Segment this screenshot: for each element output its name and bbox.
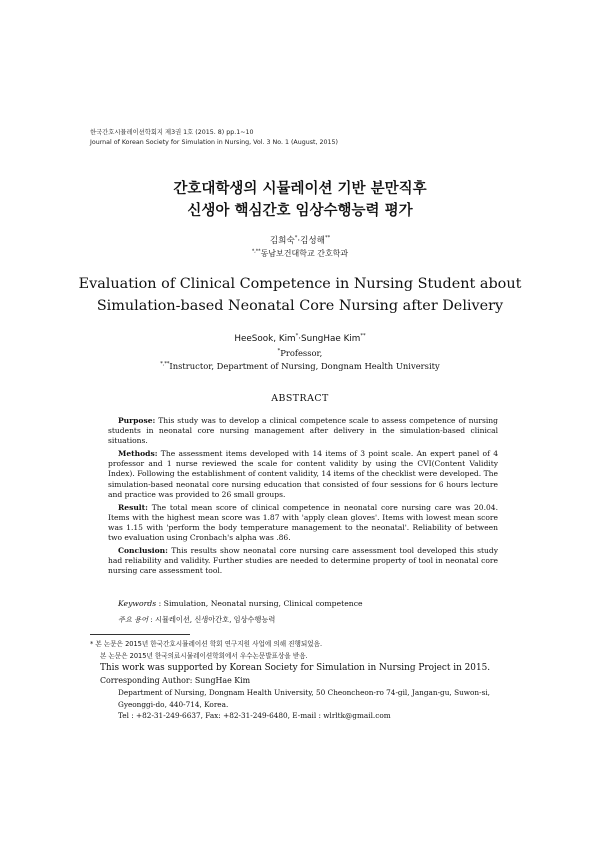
journal-line-english: Journal of Korean Society for Simulation in Nursing, Vol. 3 No. 1 (August, 2015) <box>90 138 338 146</box>
english-author-2-mark: ** <box>360 333 366 340</box>
korean-title-line1: 간호대학생의 시뮬레이션 기반 분만직후 <box>173 181 427 197</box>
english-author-1: HeeSook, Kim <box>234 334 296 344</box>
address-line-2: Gyeonggi-do, 440-714, Korea. <box>118 700 229 709</box>
abstract-body <box>108 416 498 579</box>
korean-affiliation-mark: *,** <box>251 249 261 255</box>
conclusion-text: This results show neonatal core nursing care assessment tool developed this study had reliability and validity. Further studies are needed to determine property of tool in neonatal core nursing care assessment tool. <box>108 546 498 576</box>
english-title <box>0 273 600 317</box>
abstract-heading: ABSTRACT <box>271 393 329 404</box>
abstract-conclusion <box>108 546 498 576</box>
korean-author-2: ·김성해 <box>297 236 325 246</box>
korean-title-line2: 신생아 핵심간호 임상수행능력 평가 <box>187 203 413 219</box>
footnote-divider <box>90 634 190 635</box>
journal-header <box>90 128 338 147</box>
korean-title <box>0 178 600 222</box>
korean-affiliation-text: 동남보건대학교 간호학과 <box>260 249 349 258</box>
contact-line: Tel : +82-31-249-6637, Fax: +82-31-249-6480, E-mail : wlrltk@gmail.com <box>118 711 391 720</box>
english-authors <box>0 333 600 346</box>
methods-text: The assessment items developed with 14 items of 3 point scale. An expert panel of 4 professor and 1 nurse reviewed the scale for content validity by using the CVI(Content Validity Index). Following the establishment of content validity, 14 items of the checklist were developed. The simulation-based neonatal core nursing education that consisted of four sessions for 6 hours lecture and practice was provided to 26 small groups. <box>108 449 498 499</box>
journal-line-korean: 한국간호시뮬레이션학회지 제3권 1호 (2015. 8) pp.1~10 <box>90 129 254 136</box>
english-affiliation-1 <box>0 347 600 359</box>
abstract-result <box>108 503 498 543</box>
abstract-methods <box>108 449 498 499</box>
purpose-text: This study was to develop a clinical competence scale to assess competence of nursing students in neonatal core nursing management after delivery in the simulation-based clinical situations. <box>108 416 498 446</box>
keywords-label: Keywords <box>118 599 157 608</box>
english-affiliation-1-mark: * <box>277 348 281 355</box>
result-text: The total mean score of clinical competence in neonatal core nursing care was 20.04. Items with the highest mean score was 1.87 with 'apply clean gloves'. Items with lowest mean score was 1.15 with 'perform the body temperature management to the neonatal'. Reliability of between two evaluation using Cronbach's alpha was .86. <box>108 502 498 543</box>
korean-author-1: 김희숙 <box>269 236 295 246</box>
address-line-1: Department of Nursing, Dongnam Health University, 50 Cheoncheon-ro 74-gil, Jangan-gu, Suwon-si, <box>118 688 490 697</box>
keywords-korean-sep: : <box>148 615 156 624</box>
english-title-line2: Simulation-based Neonatal Core Nursing after Delivery <box>96 298 504 314</box>
result-label: Result: <box>118 502 148 512</box>
purpose-label: Purpose: <box>118 416 156 425</box>
english-affiliation-1-text: Professor, <box>280 348 323 358</box>
keywords-sep: : <box>156 599 164 608</box>
methods-label: Methods: <box>118 449 158 459</box>
conclusion-label: Conclusion: <box>118 546 168 556</box>
footnote-1: * 본 논문은 2015년 한국간호시뮬레이션 학회 연구지원 사업에 의해 진행되었음. <box>90 640 323 648</box>
english-author-2: ·SungHae Kim <box>298 334 361 344</box>
keywords-korean-text: 시뮬레이션, 신생아간호, 임상수행능력 <box>155 615 276 624</box>
english-affiliation-2-mark: *,** <box>160 361 170 368</box>
english-author-1-mark: * <box>295 333 299 340</box>
korean-author-2-mark: ** <box>324 235 331 242</box>
keywords-korean-label: 주요 용어 <box>118 615 149 624</box>
footnote-2: 본 논문은 2015년 한국의료시뮬레이션학회에서 우수논문발표상을 받음. <box>100 652 308 660</box>
korean-authors <box>0 235 600 248</box>
keywords-text: Simulation, Neonatal nursing, Clinical competence <box>163 599 363 608</box>
keywords-english <box>118 598 363 609</box>
abstract-purpose <box>108 416 498 446</box>
corresponding-author: Corresponding Author: SungHae Kim <box>100 676 251 685</box>
english-affiliation-2 <box>0 360 600 372</box>
korean-author-1-mark: * <box>294 235 298 242</box>
korean-affiliation <box>0 248 600 260</box>
english-title-line1: Evaluation of Clinical Competence in Nursing Student about <box>78 276 522 292</box>
keywords-korean <box>118 614 275 625</box>
english-affiliation-2-text: Instructor, Department of Nursing, Dongnam Health University <box>169 361 440 371</box>
footnote-3: This work was supported by Korean Society for Simulation in Nursing Project in 2015. <box>100 663 491 673</box>
